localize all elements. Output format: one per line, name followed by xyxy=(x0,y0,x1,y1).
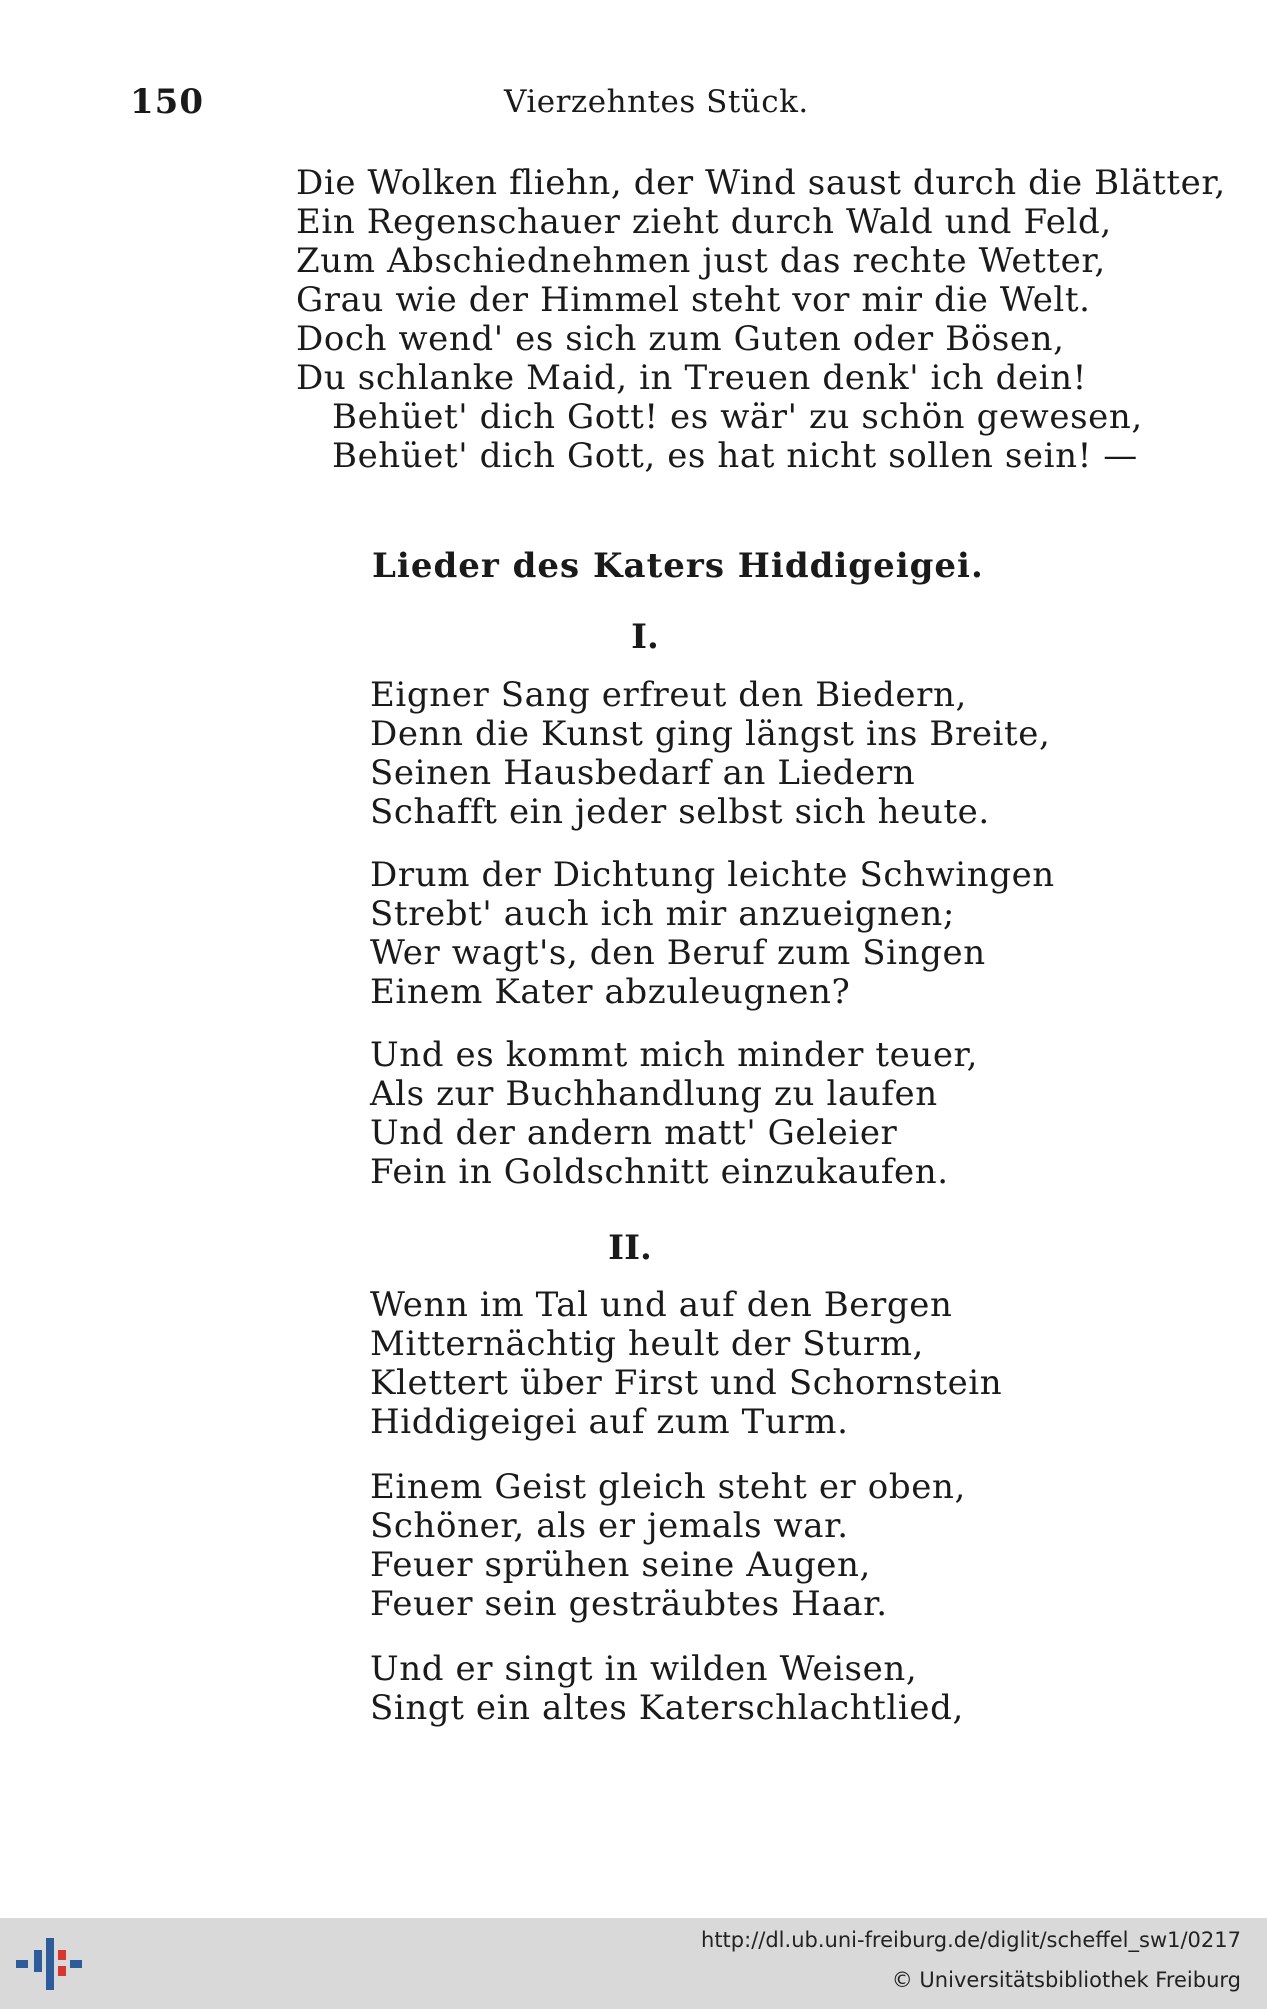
ub-freiburg-logo-icon[interactable] xyxy=(14,1934,84,1994)
section-title: Lieder des Katers Hiddigeigei. xyxy=(372,546,984,586)
stanza xyxy=(370,1468,966,1624)
footer-bar xyxy=(0,1918,1267,2009)
stanza xyxy=(370,1036,978,1192)
verse-line: Denn die Kunst ging längst ins Breite, xyxy=(370,714,1051,754)
verse-line: Die Wolken fliehn, der Wind saust durch die Blätter, xyxy=(296,163,1226,203)
verse-line: Einem Kater abzuleugnen? xyxy=(370,972,851,1012)
closing-stanza xyxy=(296,164,1226,476)
verse-line: Du schlanke Maid, in Treuen denk' ich dein! xyxy=(296,358,1087,398)
verse-line: Und der andern matt' Geleier xyxy=(370,1113,898,1153)
copyright-notice: © Universitätsbibliothek Freiburg xyxy=(891,1968,1241,1992)
verse-line: Mitternächtig heult der Sturm, xyxy=(370,1324,924,1364)
verse-line: Hiddigeigei auf zum Turm. xyxy=(370,1402,849,1442)
verse-line: Einem Geist gleich steht er oben, xyxy=(370,1467,966,1507)
verse-line: Doch wend' es sich zum Guten oder Bösen, xyxy=(296,319,1065,359)
verse-line: Behüet' dich Gott! es wär' zu schön gewesen, xyxy=(332,397,1143,437)
stanza xyxy=(370,856,1055,1012)
part-numeral-1: I. xyxy=(631,617,659,657)
stanza xyxy=(370,676,1050,832)
stanza xyxy=(370,1286,1002,1442)
verse-line: Schafft ein jeder selbst sich heute. xyxy=(370,792,990,832)
verse-line: Schöner, als er jemals war. xyxy=(370,1506,849,1546)
verse-line: Ein Regenschauer zieht durch Wald und Feld, xyxy=(296,202,1112,242)
running-head: Vierzehntes Stück. xyxy=(504,84,809,120)
verse-line: Zum Abschiednehmen just das rechte Wetter, xyxy=(296,241,1106,281)
verse-line: Wenn im Tal und auf den Bergen xyxy=(370,1285,953,1325)
page-header xyxy=(130,82,1090,132)
verse-line: Behüet' dich Gott, es hat nicht sollen sein! — xyxy=(332,436,1138,476)
stanza xyxy=(370,1650,964,1728)
part-numeral-2: II. xyxy=(608,1228,652,1268)
verse-line: Fein in Goldschnitt einzukaufen. xyxy=(370,1152,949,1192)
verse-line: Singt ein altes Katerschlachtlied, xyxy=(370,1688,964,1728)
verse-line: Feuer sein gesträubtes Haar. xyxy=(370,1584,888,1624)
verse-line: Als zur Buchhandlung zu laufen xyxy=(370,1074,938,1114)
verse-line: Klettert über First und Schornstein xyxy=(370,1363,1003,1403)
verse-line: Strebt' auch ich mir anzueignen; xyxy=(370,894,955,934)
verse-line: Und es kommt mich minder teuer, xyxy=(370,1035,979,1075)
source-url-link[interactable]: http://dl.ub.uni-freiburg.de/diglit/scheffel_sw1/0217 xyxy=(701,1928,1241,1952)
verse-line: Drum der Dichtung leichte Schwingen xyxy=(370,855,1055,895)
verse-line: Eigner Sang erfreut den Biedern, xyxy=(370,675,967,715)
verse-line: Seinen Hausbedarf an Liedern xyxy=(370,753,916,793)
verse-line: Und er singt in wilden Weisen, xyxy=(370,1649,918,1689)
verse-line: Feuer sprühen seine Augen, xyxy=(370,1545,871,1585)
verse-line: Wer wagt's, den Beruf zum Singen xyxy=(370,933,986,973)
page-number: 150 xyxy=(130,82,204,122)
verse-line: Grau wie der Himmel steht vor mir die Welt. xyxy=(296,280,1091,320)
